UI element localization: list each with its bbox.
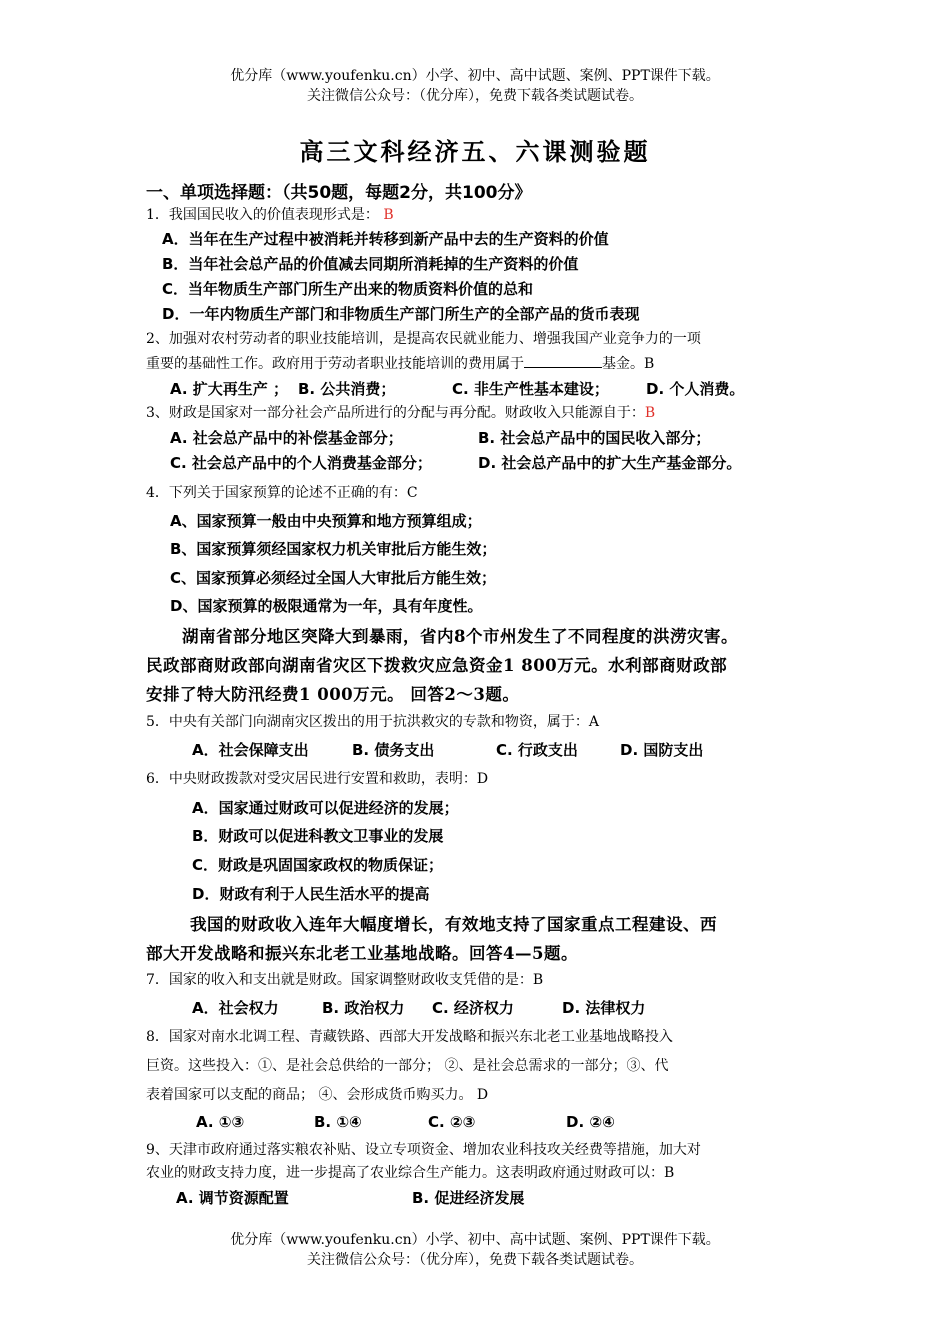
question-3-answer: B (644, 405, 656, 421)
header-line-1: 优分库（www.youfenku.cn）小学、初中、高中试题、案例、PPT课件下载。 (230, 68, 720, 84)
material-2-line1: 我国的财政收入连年大幅度增长，有效地支持了国家重点工程建设、西 (190, 915, 717, 934)
q8-option-b: B. ①④ (314, 1113, 362, 1131)
question-5-stem: 5．中央有关部门向湖南灾区拨出的用于抗洪救灾的专款和物资，属于：A (146, 714, 600, 730)
q9-option-b: B. 促进经济发展 (412, 1189, 525, 1207)
q6-option-a: A．国家通过财政可以促进经济的发展； (192, 799, 459, 817)
q1-option-b: B．当年社会总产品的价值减去同期所消耗掉的生产资料的价值 (162, 255, 579, 273)
fill-blank (524, 353, 602, 368)
question-2-stem-line2 (146, 353, 654, 373)
material-2-line2: 部大开发战略和振兴东北老工业基地战略。回答4—5题。 (146, 944, 578, 963)
q4-option-a: A、国家预算一般由中央预算和地方预算组成； (170, 512, 482, 530)
question-1-answer: B (383, 207, 394, 223)
q2-option-a: A. 扩大再生产 ； (170, 380, 289, 398)
q7-option-b: B. 政治权力 (322, 999, 405, 1017)
q6-option-b: B．财政可以促进科教文卫事业的发展 (192, 827, 444, 845)
question-3-stem (146, 402, 655, 422)
q2-option-d: D. 个人消费。 (646, 380, 745, 398)
q3-option-d: D. 社会总产品中的扩大生产基金部分。 (478, 454, 742, 472)
question-1-stem (146, 204, 394, 224)
question-8-line1: 8．国家对南水北调工程、青藏铁路、西部大开发战略和振兴东北老工业基地战略投入 (146, 1029, 673, 1045)
footer-line-2: 关注微信公众号：（优分库），免费下载各类试题试卷。 (307, 1252, 643, 1268)
question-8-line3: 表着国家可以支配的商品； ④、会形成货币购买力。 D (146, 1087, 489, 1103)
question-2-tail: 基金。B (602, 356, 655, 372)
material-1-line2: 民政部商财政部向湖南省灾区下拨救灾应急资金1 800万元。水利部商财政部 (146, 656, 728, 675)
question-4-stem: 4．下列关于国家预算的论述不正确的有：C (146, 485, 418, 501)
q7-option-d: D. 法律权力 (562, 999, 646, 1017)
q5-option-b: B. 债务支出 (352, 741, 435, 759)
q3-option-b: B. 社会总产品中的国民收入部分； (478, 429, 711, 447)
question-6-stem: 6．中央财政拨款对受灾居民进行安置和救助，表明：D (146, 771, 489, 787)
q4-option-b: B、国家预算须经国家权力机关审批后方能生效； (170, 540, 497, 558)
q8-option-d: D. ②④ (566, 1113, 615, 1131)
header-line-2: 关注微信公众号：（优分库），免费下载各类试题试卷。 (307, 88, 643, 104)
q6-option-d: D．财政有利于人民生活水平的提高 (192, 885, 430, 903)
question-9-line2: 农业的财政支持力度，进一步提高了农业综合生产能力。这表明政府通过财政可以：B (146, 1165, 675, 1181)
q8-option-c: C. ②③ (428, 1113, 476, 1131)
q3-option-a: A. 社会总产品中的补偿基金部分； (170, 429, 403, 447)
q8-option-a: A. ①③ (196, 1113, 245, 1131)
footer-line-1: 优分库（www.youfenku.cn）小学、初中、高中试题、案例、PPT课件下载。 (230, 1232, 720, 1248)
question-2-stem-line1: 2、加强对农村劳动者的职业技能培训，是提高农民就业能力、增强我国产业竞争力的一项 (146, 331, 701, 347)
question-3-text: 3、财政是国家对一部分社会产品所进行的分配与再分配。财政收入只能源自于： (146, 405, 645, 421)
q1-option-a: A．当年在生产过程中被消耗并转移到新产品中去的生产资料的价值 (162, 230, 609, 248)
material-1-line1: 湖南省部分地区突降大到暴雨，省内8个市州发生了不同程度的洪涝灾害。 (182, 627, 738, 646)
q9-option-a: A. 调节资源配置 (176, 1189, 289, 1207)
question-1-text: 1．我国国民收入的价值表现形式是： (146, 207, 379, 223)
q5-option-a: A．社会保障支出 (192, 741, 309, 759)
question-8-line2: 巨资。这些投入：①、是社会总供给的一部分； ②、是社会总需求的一部分；③、代 (146, 1058, 669, 1074)
q4-option-c: C、国家预算必须经过全国人大审批后方能生效； (170, 569, 497, 587)
q3-option-c: C. 社会总产品中的个人消费基金部分； (170, 454, 432, 472)
q1-option-d: D．一年内物质生产部门和非物质生产部门所生产的全部产品的货币表现 (162, 305, 640, 323)
q7-option-a: A．社会权力 (192, 999, 279, 1017)
q5-option-c: C. 行政支出 (496, 741, 578, 759)
page-title: 高三文科经济五、六课测验题 (299, 137, 651, 166)
q6-option-c: C．财政是巩固国家政权的物质保证； (192, 856, 444, 874)
material-1-line3: 安排了特大防汛经费1 000万元。 回答2～3题。 (146, 685, 520, 704)
q7-option-c: C. 经济权力 (432, 999, 514, 1017)
q2-option-c: C. 非生产性基本建设； (452, 380, 609, 398)
q4-option-d: D、国家预算的极限通常为一年，具有年度性。 (170, 597, 483, 615)
section-heading: 一、单项选择题：（共50题，每题2分，共100分》 (146, 183, 532, 203)
q1-option-c: C．当年物质生产部门所生产出来的物质资料价值的总和 (162, 280, 534, 298)
q5-option-d: D. 国防支出 (620, 741, 704, 759)
q2-option-b: B. 公共消费； (298, 380, 396, 398)
question-9-line1: 9、天津市政府通过落实粮农补贴、设立专项资金、增加农业科技攻关经费等措施，加大对 (146, 1142, 701, 1158)
question-2-text: 重要的基础性工作。政府用于劳动者职业技能培训的费用属于 (146, 356, 524, 372)
question-7-stem: 7．国家的收入和支出就是财政。国家调整财政收支凭借的是：B (146, 972, 544, 988)
